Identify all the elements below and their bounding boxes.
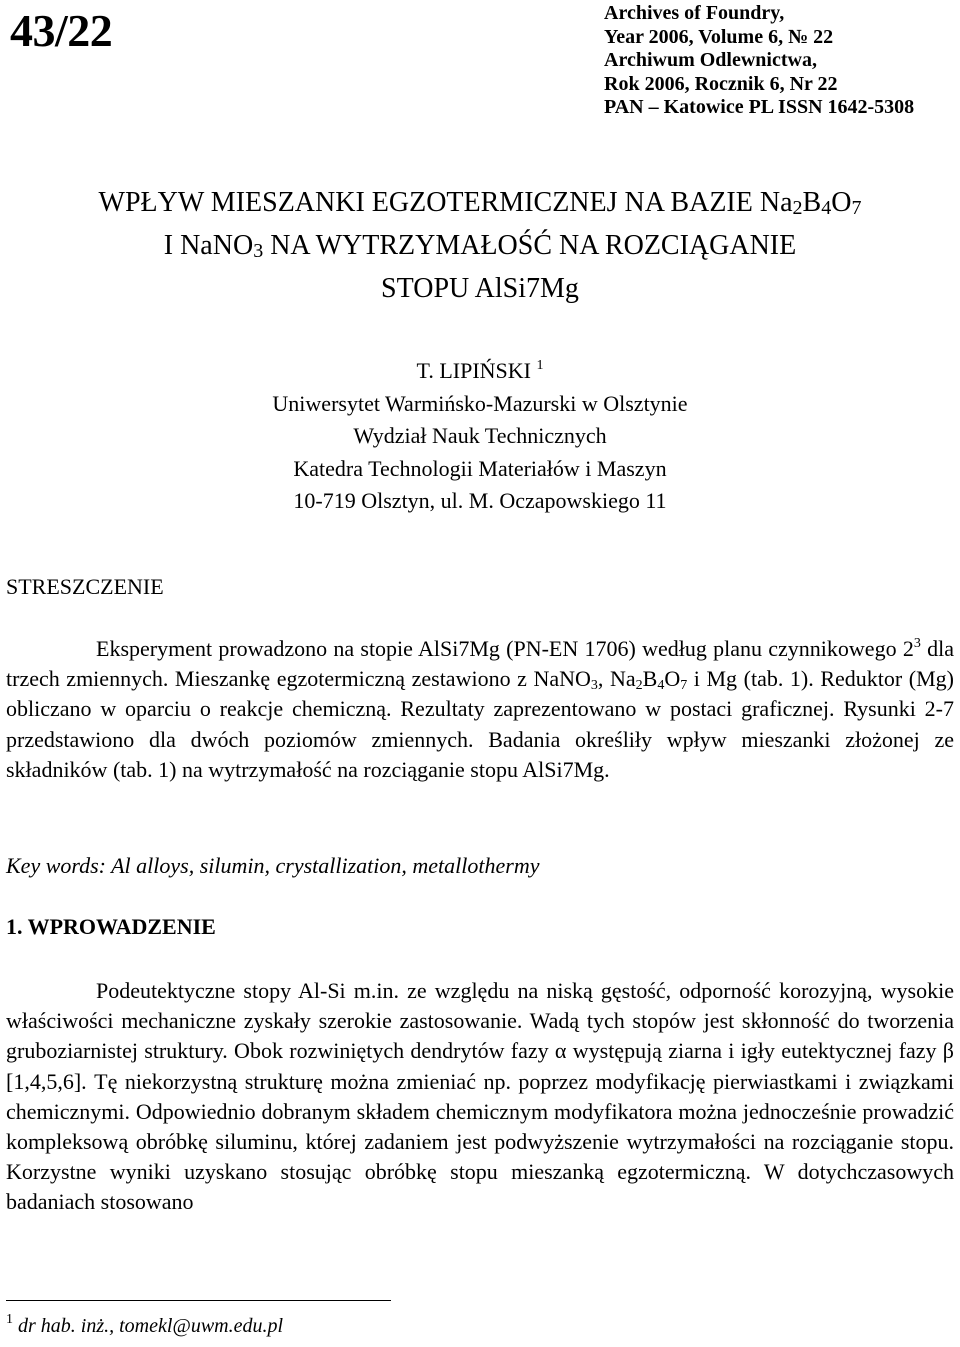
title-line-1 — [0, 181, 960, 224]
affiliation-line: Wydział Nauk Technicznych — [353, 423, 607, 448]
title-subscript: 2 — [792, 197, 803, 219]
footnote-text: dr hab. inż., tomekl@uwm.edu.pl — [18, 1315, 284, 1337]
title-subscript: 4 — [821, 197, 832, 219]
title-line-2 — [0, 224, 960, 267]
abstract-part: O — [664, 666, 681, 692]
author-name: T. LIPIŃSKI — [416, 358, 531, 383]
abstract-subscript: 2 — [635, 678, 643, 694]
abstract-superscript: 3 — [913, 636, 921, 651]
title-text: B — [802, 187, 822, 218]
author-block — [0, 355, 960, 518]
abstract-heading: STRESZCZENIE — [6, 574, 164, 599]
abstract-part: dla trzech zmiennych. Mieszankę egzotermiczną zestawiono z NaNO — [6, 636, 954, 692]
footnote-number: 1 — [6, 1312, 13, 1327]
journal-line: Archiwum Odlewnictwa, — [604, 49, 817, 72]
abstract-part: i Mg (tab. 1). Reduktor (Mg) obliczano w oparciu o reakcje chemiczną. Rezultaty zaprezentowano w postaci graficznej. Rysunki 2-7 przedstawiono dla dwóch poziomów zmiennych. Badania określiły wpływ mieszanki złożonej ze składników (tab. 1) na wytrzymałość na rozciąganie stopu AlSi7Mg. — [6, 666, 954, 782]
journal-line: PAN – Katowice PL ISSN 1642-5308 — [604, 96, 915, 119]
footnote-mark: 1 — [536, 358, 544, 373]
title-text: NA WYTRZYMAŁOŚĆ NA ROZCIĄGANIE — [263, 230, 797, 261]
footnote — [6, 1312, 284, 1338]
section-heading: 1. WPROWADZENIE — [6, 914, 216, 939]
abstract-subscript: 7 — [680, 678, 688, 694]
journal-line: Archives of Foundry, — [604, 2, 785, 24]
title-text: O — [831, 187, 852, 218]
affiliation-line: Uniwersytet Warmińsko-Mazurski w Olsztynie — [272, 390, 688, 416]
paper-title — [0, 181, 960, 310]
abstract-subscript: 3 — [590, 678, 598, 694]
keywords: Key words: Al alloys, silumin, crystallization, metallothermy — [6, 853, 540, 878]
abstract-subscript: 4 — [657, 678, 665, 694]
abstract-part: B — [642, 666, 658, 692]
title-subscript: 7 — [851, 197, 862, 219]
abstract-text — [6, 634, 954, 785]
journal-info — [604, 2, 914, 120]
abstract-part: , Na — [597, 666, 636, 692]
affiliation-line: Katedra Technologii Materiałów i Maszyn — [293, 455, 667, 481]
journal-line: Rok 2006, Rocznik 6, Nr 22 — [604, 72, 838, 95]
footnote-divider — [6, 1300, 391, 1301]
paragraph-text: Podeutektyczne stopy Al-Si m.in. ze względu na niską gęstość, odporność korozyjną, wysokie właściwości mechaniczne zyskały szerokie zastosowanie. Wadą tych stopów jest skłonność do tworzenia gruboziarnistej struktury. Obok rozwiniętych dendrytów fazy α występują ziarna i igły eutektycznej fazy β [1,4,5,6]. Tę niekorzystną strukturę można zmieniać np. poprzez modyfikację pierwiastkami i związkami chemicznymi. Odpowiednio dobranym składem chemicznym modyfikatora można jednocześnie prowadzić kompleksową obróbkę siluminu, której zadaniem jest podwyższenie wytrzymałości na rozciąganie stopu. Korzystne wyniki uzyskano stosując obróbkę stopu mieszanką egzotermiczną. W dotychczasowych badaniach stosowano — [6, 978, 954, 1215]
title-text: WPŁYW MIESZANKI EGZOTERMICZNEJ NA BAZIE Na — [98, 187, 793, 218]
author-name-line — [0, 355, 960, 388]
title-subscript: 3 — [253, 240, 264, 262]
abstract-part: Eksperyment prowadzono na stopie AlSi7Mg (PN-EN 1706) według planu czynnikowego 2 — [96, 636, 914, 661]
article-code: 43/22 — [10, 5, 113, 56]
title-line-3: STOPU AlSi7Mg — [381, 273, 579, 304]
title-text: I NaNO — [163, 230, 254, 261]
affiliation-line: 10-719 Olsztyn, ul. M. Oczapowskiego 11 — [293, 488, 667, 513]
section-body — [6, 976, 954, 1218]
journal-line: Year 2006, Volume 6, № 22 — [604, 25, 834, 48]
